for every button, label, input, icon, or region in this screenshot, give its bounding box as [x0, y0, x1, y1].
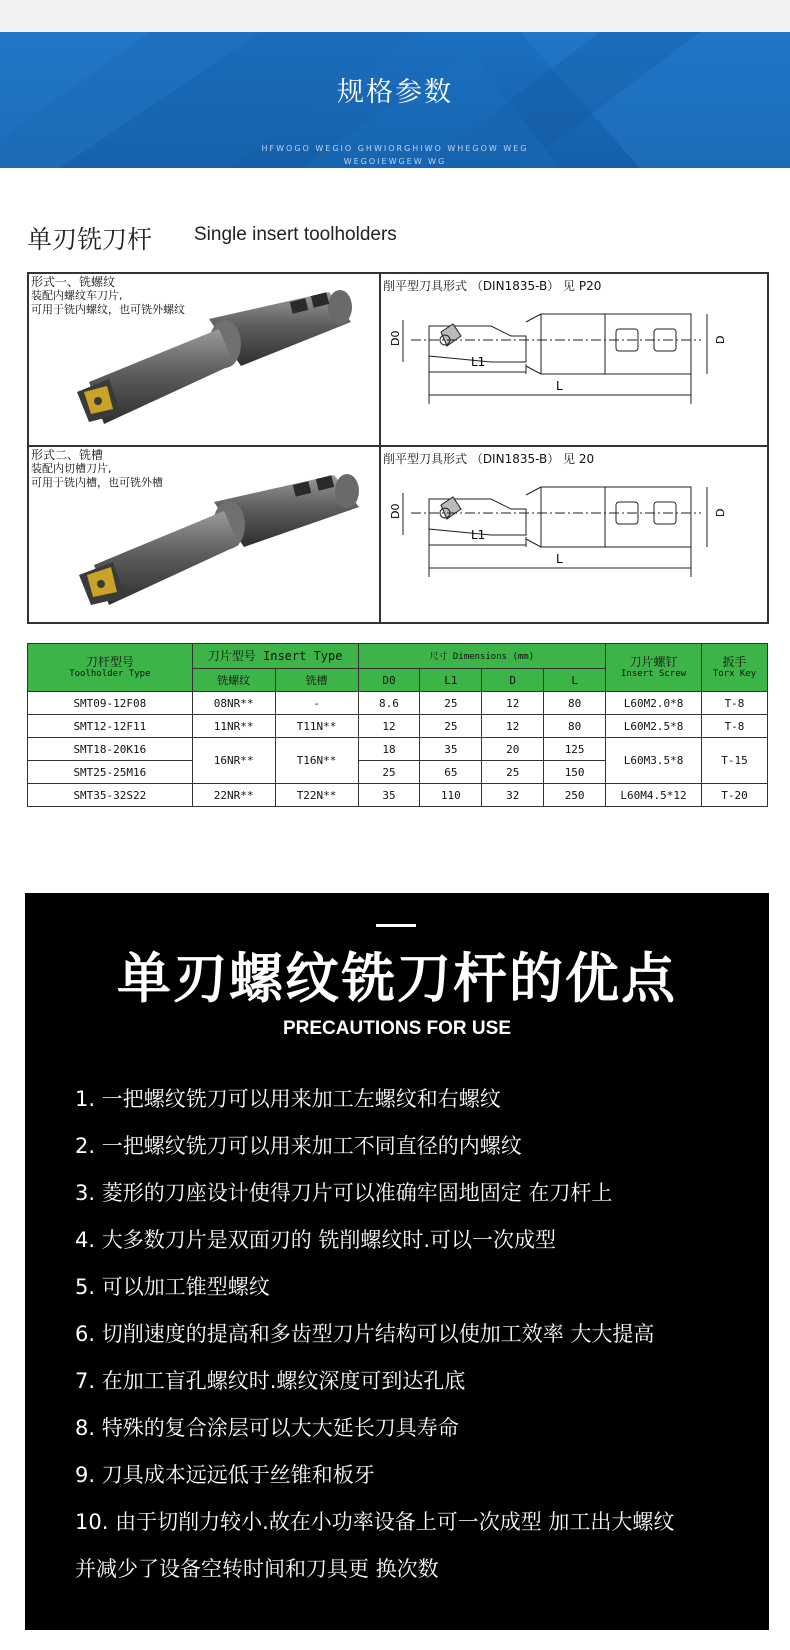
cell-screw: L60M2.5*8	[606, 715, 702, 738]
advantages-title: 单刃螺纹铣刀杆的优点	[117, 947, 677, 1010]
form1-dim-d: D	[714, 335, 727, 344]
form2-toolholder-image	[29, 447, 380, 623]
header-screw-cn: 刀片螺钉	[629, 655, 678, 669]
cell-holder: SMT18-20K16	[28, 738, 193, 761]
form2-dim-d: D	[714, 508, 727, 517]
form1-toolholder-image	[29, 274, 380, 446]
header-holder	[28, 644, 193, 692]
cell-d0: 12	[358, 715, 420, 738]
header-screw-en: Insert Screw	[621, 669, 687, 679]
form2-title: 形式二、铣槽	[31, 448, 104, 462]
toolholder-diagram	[27, 272, 769, 624]
header-insert-thread: 铣螺纹	[192, 669, 275, 692]
advantage-item: 3. 菱形的刀座设计使得刀片可以准确牢固地固定 在刀杆上	[75, 1181, 613, 1205]
cell-thread: 16NR**	[192, 738, 275, 784]
cell-holder: SMT09-12F08	[28, 692, 193, 715]
form2-desc-line1: 装配内切槽刀片,	[31, 462, 112, 475]
cell-l: 80	[544, 715, 606, 738]
cell-l1: 25	[420, 715, 482, 738]
form1-drawing-title: 削平型刀具形式 （DIN1835-B） 见 P20	[383, 279, 602, 293]
header-l: L	[544, 669, 606, 692]
form2-dim-d0: D0	[389, 503, 402, 519]
cell-key: T-20	[702, 784, 768, 807]
banner-subtitle-line2: WEGOIEWGEW WG	[343, 157, 447, 166]
form2-technical-drawing	[381, 447, 768, 623]
cell-d: 20	[482, 738, 544, 761]
cell-d0: 25	[358, 761, 420, 784]
cell-screw: L60M2.0*8	[606, 692, 702, 715]
cell-d0: 18	[358, 738, 420, 761]
advantage-item: 10. 由于切削力较小.故在小功率设备上可一次成型 加工出大螺纹	[75, 1510, 675, 1534]
advantage-item: 2. 一把螺纹铣刀可以用来加工不同直径的内螺纹	[75, 1134, 522, 1158]
section-title-cn: 单刃铣刀杆	[27, 225, 153, 254]
header-d: D	[482, 669, 544, 692]
form1-desc-line1: 装配内螺纹车刀片,	[31, 289, 123, 302]
cell-key: T-8	[702, 715, 768, 738]
form1-dim-l1: L1	[471, 355, 486, 369]
form1-dim-d0: D0	[389, 330, 402, 346]
advantage-item: 5. 可以加工锥型螺纹	[75, 1275, 270, 1299]
header-insert	[192, 644, 358, 669]
form1-title: 形式一、铣螺纹	[31, 275, 116, 289]
form2-drawing-panel	[380, 446, 768, 623]
cell-l1: 35	[420, 738, 482, 761]
title-dash	[376, 924, 416, 927]
table-row	[28, 692, 768, 715]
header-key-cn: 扳手	[722, 655, 747, 669]
cell-l1: 65	[420, 761, 482, 784]
form1-drawing-panel	[380, 273, 768, 446]
spec-banner	[0, 32, 790, 168]
cell-thread: 22NR**	[192, 784, 275, 807]
cell-screw: L60M4.5*12	[606, 784, 702, 807]
cell-d: 25	[482, 761, 544, 784]
cell-holder: SMT25-25M16	[28, 761, 193, 784]
header-dims-label: 尺寸 Dimensions (mm)	[429, 652, 535, 662]
form2-dim-l: L	[556, 552, 563, 566]
cell-key: T-15	[702, 738, 768, 784]
cell-groove: -	[275, 692, 358, 715]
cell-holder: SMT35-32S22	[28, 784, 193, 807]
cell-l: 80	[544, 692, 606, 715]
spec-table	[27, 643, 768, 807]
banner-title: 规格参数	[337, 77, 453, 108]
header-insert-groove: 铣槽	[275, 669, 358, 692]
header-key-en: Torx Key	[712, 669, 757, 679]
form1-desc-line2: 可用于铣内螺纹，也可铣外螺纹	[31, 303, 185, 316]
cell-groove: T11N**	[275, 715, 358, 738]
header-insert-label: 刀片型号 Insert Type	[207, 649, 343, 663]
form1-photo-panel	[28, 273, 380, 446]
advantage-item: 4. 大多数刀片是双面刃的 铣削螺纹时.可以一次成型	[75, 1228, 557, 1252]
cell-l: 150	[544, 761, 606, 784]
advantages-subtitle: PRECAUTIONS FOR USE	[282, 1018, 512, 1039]
cell-d: 12	[482, 692, 544, 715]
cell-d0: 8.6	[358, 692, 420, 715]
cell-thread: 08NR**	[192, 692, 275, 715]
cell-l: 125	[544, 738, 606, 761]
advantage-item: 9. 刀具成本远远低于丝锥和板牙	[75, 1463, 375, 1487]
table-row	[28, 784, 768, 807]
header-key	[702, 644, 768, 692]
form2-dim-l1: L1	[471, 528, 486, 542]
cell-holder: SMT12-12F11	[28, 715, 193, 738]
advantage-item: 1. 一把螺纹铣刀可以用来加工左螺纹和右螺纹	[75, 1087, 501, 1111]
table-row	[28, 738, 768, 761]
header-d0: D0	[358, 669, 420, 692]
form2-drawing-title: 削平型刀具形式 （DIN1835-B） 见 20	[383, 452, 595, 466]
cell-d0: 35	[358, 784, 420, 807]
cell-l: 250	[544, 784, 606, 807]
table-row	[28, 715, 768, 738]
header-holder-cn: 刀杆型号	[85, 655, 134, 669]
cell-l1: 25	[420, 692, 482, 715]
cell-d: 12	[482, 715, 544, 738]
header-dims	[358, 644, 606, 669]
cell-screw: L60M3.5*8	[606, 738, 702, 784]
header-l1: L1	[420, 669, 482, 692]
advantage-item: 8. 特殊的复合涂层可以大大延长刀具寿命	[75, 1416, 459, 1440]
cell-l1: 110	[420, 784, 482, 807]
form1-technical-drawing	[381, 274, 768, 446]
advantage-item: 7. 在加工盲孔螺纹时.螺纹深度可到达孔底	[75, 1369, 466, 1393]
form2-photo-panel	[28, 446, 380, 623]
form1-dim-l: L	[556, 379, 563, 393]
advantage-item: 6. 切削速度的提高和多齿型刀片结构可以使加工效率 大大提高	[75, 1322, 655, 1346]
top-strip	[0, 0, 790, 32]
header-screw	[606, 644, 702, 692]
cell-thread: 11NR**	[192, 715, 275, 738]
banner-subtitle-line1: HFWOGO WEGIO GHWIORGHIWO WHEGOW WEG	[261, 144, 529, 153]
header-holder-en: Toolholder Type	[69, 669, 151, 679]
advantage-item: 并减少了设备空转时间和刀具更 换次数	[75, 1557, 439, 1581]
cell-groove: T22N**	[275, 784, 358, 807]
section-title-en: Single insert toolholders	[194, 224, 397, 245]
form2-desc-line2: 可用于铣内槽，也可铣外槽	[31, 476, 163, 489]
advantages-section	[25, 893, 769, 1630]
cell-groove: T16N**	[275, 738, 358, 784]
cell-key: T-8	[702, 692, 768, 715]
cell-d: 32	[482, 784, 544, 807]
banner-subtitle	[250, 142, 540, 168]
